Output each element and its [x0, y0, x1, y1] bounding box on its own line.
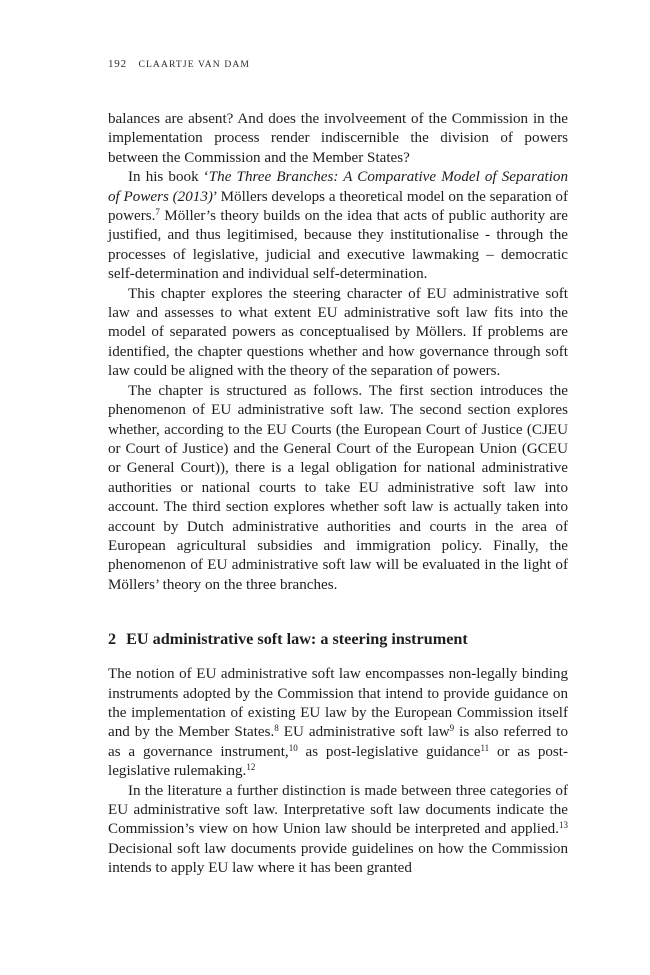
section-title: EU administrative soft law: a steering instrument: [126, 630, 468, 649]
paragraph: [108, 782, 568, 879]
text-run: In the literature a further distinction is made between three categories of EU administrative soft law. Interpretative soft law documents indicate the Commission’s view on how Union law should be interpreted and applied.: [108, 782, 568, 838]
text-run: Decisional soft law documents provide guidelines on how the Commission intends to apply EU law where it has been granted: [108, 840, 568, 877]
running-head: [108, 58, 250, 70]
paragraph: This chapter explores the steering character of EU administrative soft law and assesses to what extent EU administrative soft law fits into the model of separated powers as conceptualised by Möllers. If problems are identified, the chapter questions whether and how governance through soft law could be aligned with the theory of the separation of powers.: [108, 285, 568, 380]
paragraph: balances are absent? And does the involveement of the Commission in the implementation process render indiscernible the division of powers between the Commission and the Member States?: [108, 111, 568, 166]
footnote-ref[interactable]: 11: [480, 742, 490, 753]
text-run: Möller’s theory builds on the idea that acts of public authority are justified, and thus legitimised, because they institutionalise - through the processes of legislative, judicial and executive lawmaking – democratic self-determination and individual self-determination.: [108, 208, 568, 283]
footnote-ref[interactable]: 7: [155, 207, 160, 218]
footnote-ref[interactable]: 12: [246, 762, 256, 773]
paragraph: The chapter is structured as follows. The first section introduces the phenomenon of EU administrative soft law. The second section explores whether, according to the EU Courts (the European Court of Justice (CJEU or Court of Justice) and the General Court of the European Union (GCEU or General Court)), there is a legal obligation for national administrative authorities or national courts to take EU administrative soft law into account. The third section explores whether soft law is actually taken into account by Dutch administrative authorities and courts in the area of European agricultural subsidies and immigration policy. Finally, the phenomenon of EU administrative soft law will be evaluated in the light of Möllers’ theory on the three branches.: [108, 382, 568, 593]
page-number: 192: [108, 58, 127, 70]
text-run: as post-legislative guidance: [297, 743, 481, 760]
text-run: or as post-legislative rulemaking.: [108, 743, 569, 780]
section-number: 2: [108, 630, 117, 649]
footnote-ref[interactable]: 13: [559, 820, 568, 831]
text-run: The notion of EU administrative soft law encompasses non-legally binding instruments adopted by the Commission that intend to provide guidance on the implementation of existing EU law by the European Commission itself and by the Member States.: [108, 666, 568, 741]
text-run: In his book ‘: [128, 169, 209, 186]
text-run: ’ Möllers develops a theoretical model on the separation of powers.: [108, 188, 569, 225]
text-run: EU administrative soft law: [278, 724, 450, 741]
paragraph: [108, 168, 568, 284]
book-title: The Three Branches: A Comparative Model of Separation of Powers (2013): [108, 169, 568, 205]
paragraph: [108, 665, 568, 781]
footnote-ref[interactable]: 8: [274, 723, 279, 734]
text-run: is also referred to as a governance instrument,: [108, 724, 568, 760]
footnote-ref[interactable]: 10: [288, 742, 298, 753]
body-text: [108, 110, 568, 879]
section-heading: [108, 629, 568, 649]
footnote-ref[interactable]: 9: [449, 723, 455, 734]
running-head-author: CLAARTJE VAN DAM: [138, 59, 251, 70]
